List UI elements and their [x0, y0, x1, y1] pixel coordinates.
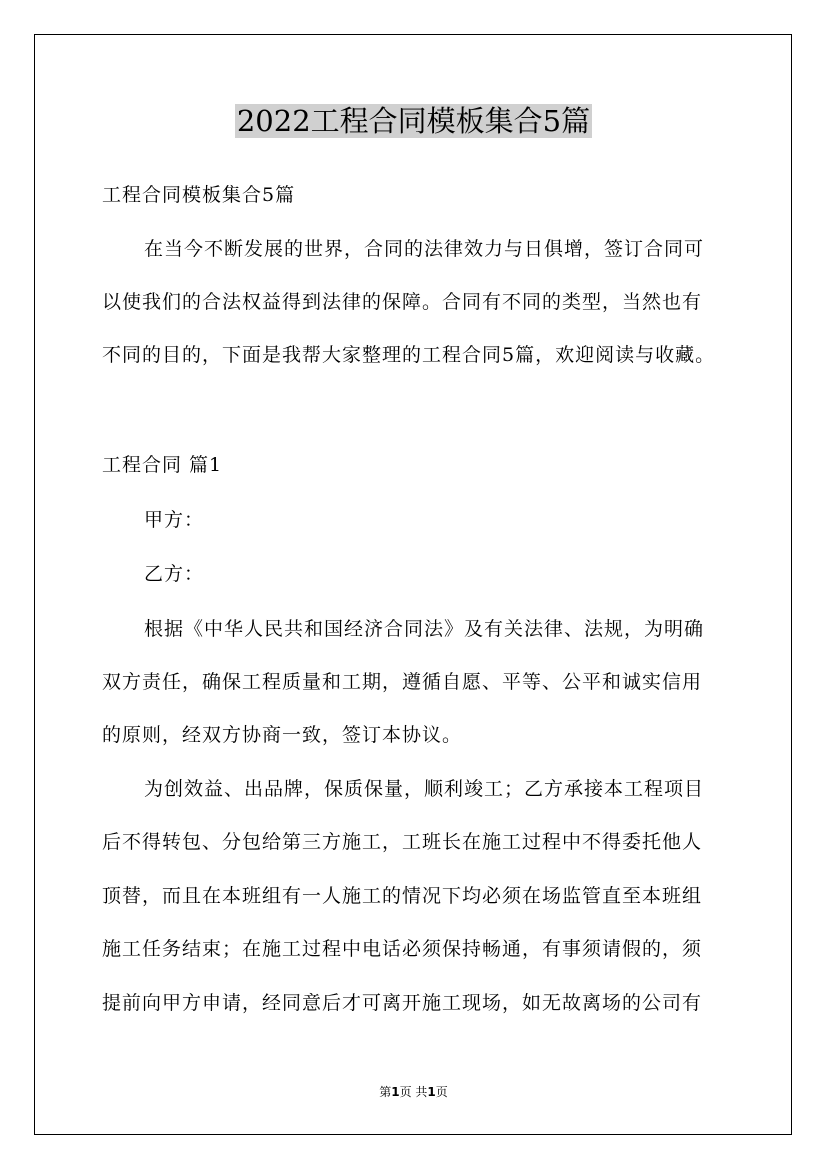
para2-line-5: 提前向甲方申请，经同意后才可离开施工现场，如无故离场的公司有 [102, 992, 703, 1014]
footer-page-number: 1 [391, 1085, 400, 1099]
intro-line-1: 在当今不断发展的世界，合同的法律效力与日俱增，签订合同可 [144, 238, 705, 260]
intro-line-3: 不同的目的，下面是我帮大家整理的工程合同5篇，欢迎阅读与收藏。 [102, 344, 716, 366]
document-subtitle: 工程合同模板集合5篇 [102, 184, 296, 206]
footer-mid: 页 共 [399, 1085, 428, 1099]
intro-line-2: 以使我们的合法权益得到法律的保障。合同有不同的类型，当然也有 [102, 291, 703, 313]
document-title [0, 100, 827, 142]
para2-line-2: 后不得转包、分包给第三方施工，工班长在施工过程中不得委托他人 [102, 831, 703, 853]
footer-suffix: 页 [435, 1085, 448, 1099]
title-text: 2022工程合同模板集合5篇 [236, 104, 591, 138]
para1-line-3: 的原则，经双方协商一致，签订本协议。 [102, 724, 463, 746]
page-footer [0, 1083, 827, 1100]
para1-line-2: 双方责任，确保工程质量和工期，遵循自愿、平等、公平和诚实信用 [102, 671, 703, 693]
party-b-label: 乙方： [144, 563, 205, 585]
para2-line-4: 施工任务结束；在施工过程中电话必须保持畅通，有事须请假的，须 [102, 938, 703, 960]
para2-line-1: 为创效益、出品牌，保质保量，顺利竣工；乙方承接本工程项目 [144, 778, 705, 800]
section-heading: 工程合同 篇1 [102, 454, 223, 476]
footer-total-pages: 1 [427, 1085, 436, 1099]
para1-line-1: 根据《中华人民共和国经济合同法》及有关法律、法规，为明确 [144, 618, 705, 640]
party-a-label: 甲方： [144, 509, 205, 531]
footer-prefix: 第 [379, 1085, 392, 1099]
para2-line-3: 顶替，而且在本班组有一人施工的情况下均必须在场监管直至本班组 [102, 885, 703, 907]
